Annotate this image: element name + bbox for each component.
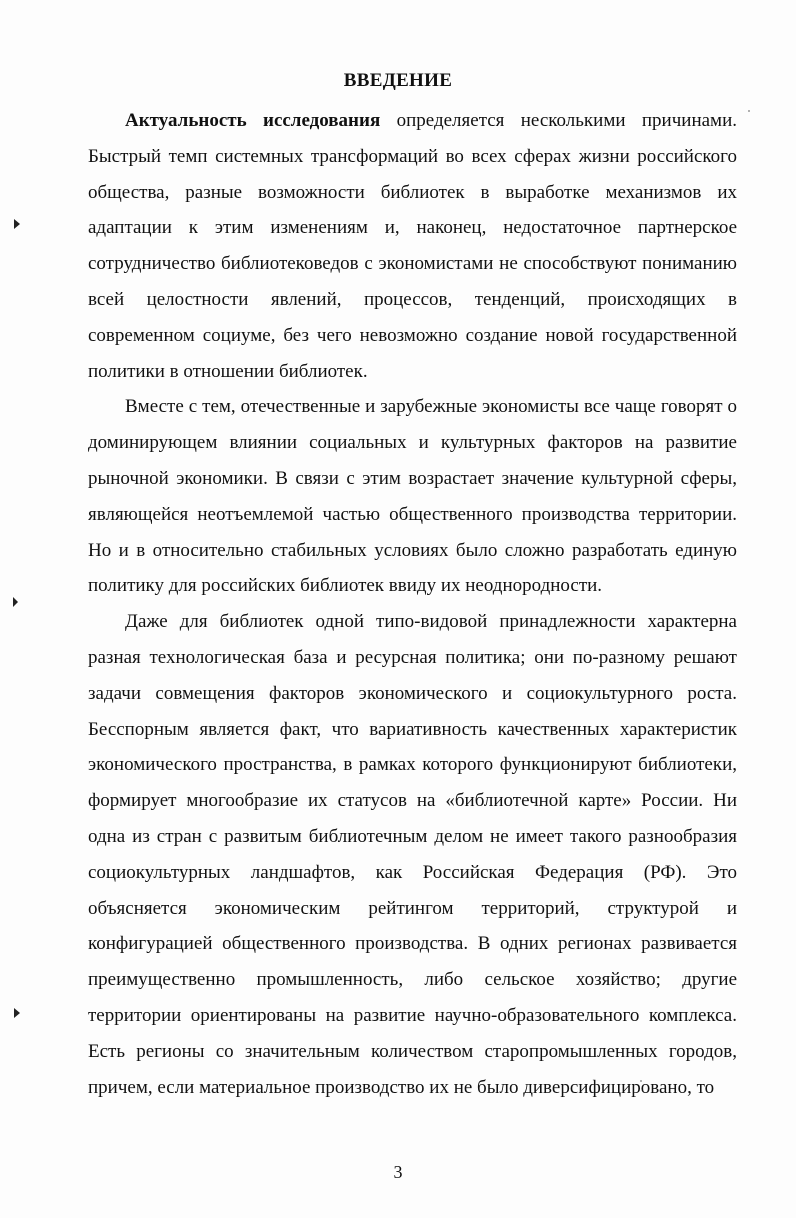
lead-phrase: Актуальность исследования [125,110,381,131]
paragraph-relevance [88,103,737,389]
scan-margin-mark [14,1008,20,1018]
paragraph-text: определяется несколькими причинами. Быстрый темп системных трансформаций во всех сферах жизни российского общества, разные возможности библиотек в выработке механизмов их адаптации к этим изменениям и, наконец, недостаточное партнерское сотрудничество библиотековедов с экономистами не способствуют пониманию всей целостности явлений, процессов, тенденций, происходящих в современном социуме, без чего невозможно создание новой государственной политики в отношении библиотек. [88,110,737,382]
page-number: 3 [393,1162,403,1182]
paragraph-economists: Вместе с тем, отечественные и зарубежные экономисты все чаще говорят о доминирующем влиянии социальных и культурных факторов на развитие рыночной экономики. В связи с этим возрастает значение культурной сферы, являющейся неотъемлемой частью общественного производства территории. Но и в относительно стабильных условиях было сложно разработать единую политику для российских библиотек ввиду их неоднородности. [88,396,737,597]
page-title: ВВЕДЕНИЕ [343,70,453,91]
scan-speck [748,110,750,112]
scan-margin-mark [14,219,20,229]
paragraph-library-types: Даже для библиотек одной типо-видовой принадлежности характерна разная технологическая база и ресурсная политика; они по-разному решают задачи совмещения факторов экономического и социокультурного роста. Бесспорным является факт, что вариативность качественных характеристик экономического пространства, в рамках которого функционируют библиотеки, формирует многообразие их статусов на «библиотечной карте» России. Ни одна из стран с развитым библиотечным делом не имеет такого разнообразия социокультурных ландшафтов, как Российская Федерация (РФ). Это объясняется экономическим рейтингом территорий, структурой и конфигурацией общественного производства. В одних регионах развивается преимущественно промышленность, либо сельское хозяйство; другие территории ориентированы на развитие научно-образовательного комплекса. Есть регионы со значительным количеством старопромышленных городов, причем, если материальное производство их не было диверсифицировано, то [88,611,737,1098]
body-text [88,103,737,1105]
scan-margin-mark [13,597,18,607]
